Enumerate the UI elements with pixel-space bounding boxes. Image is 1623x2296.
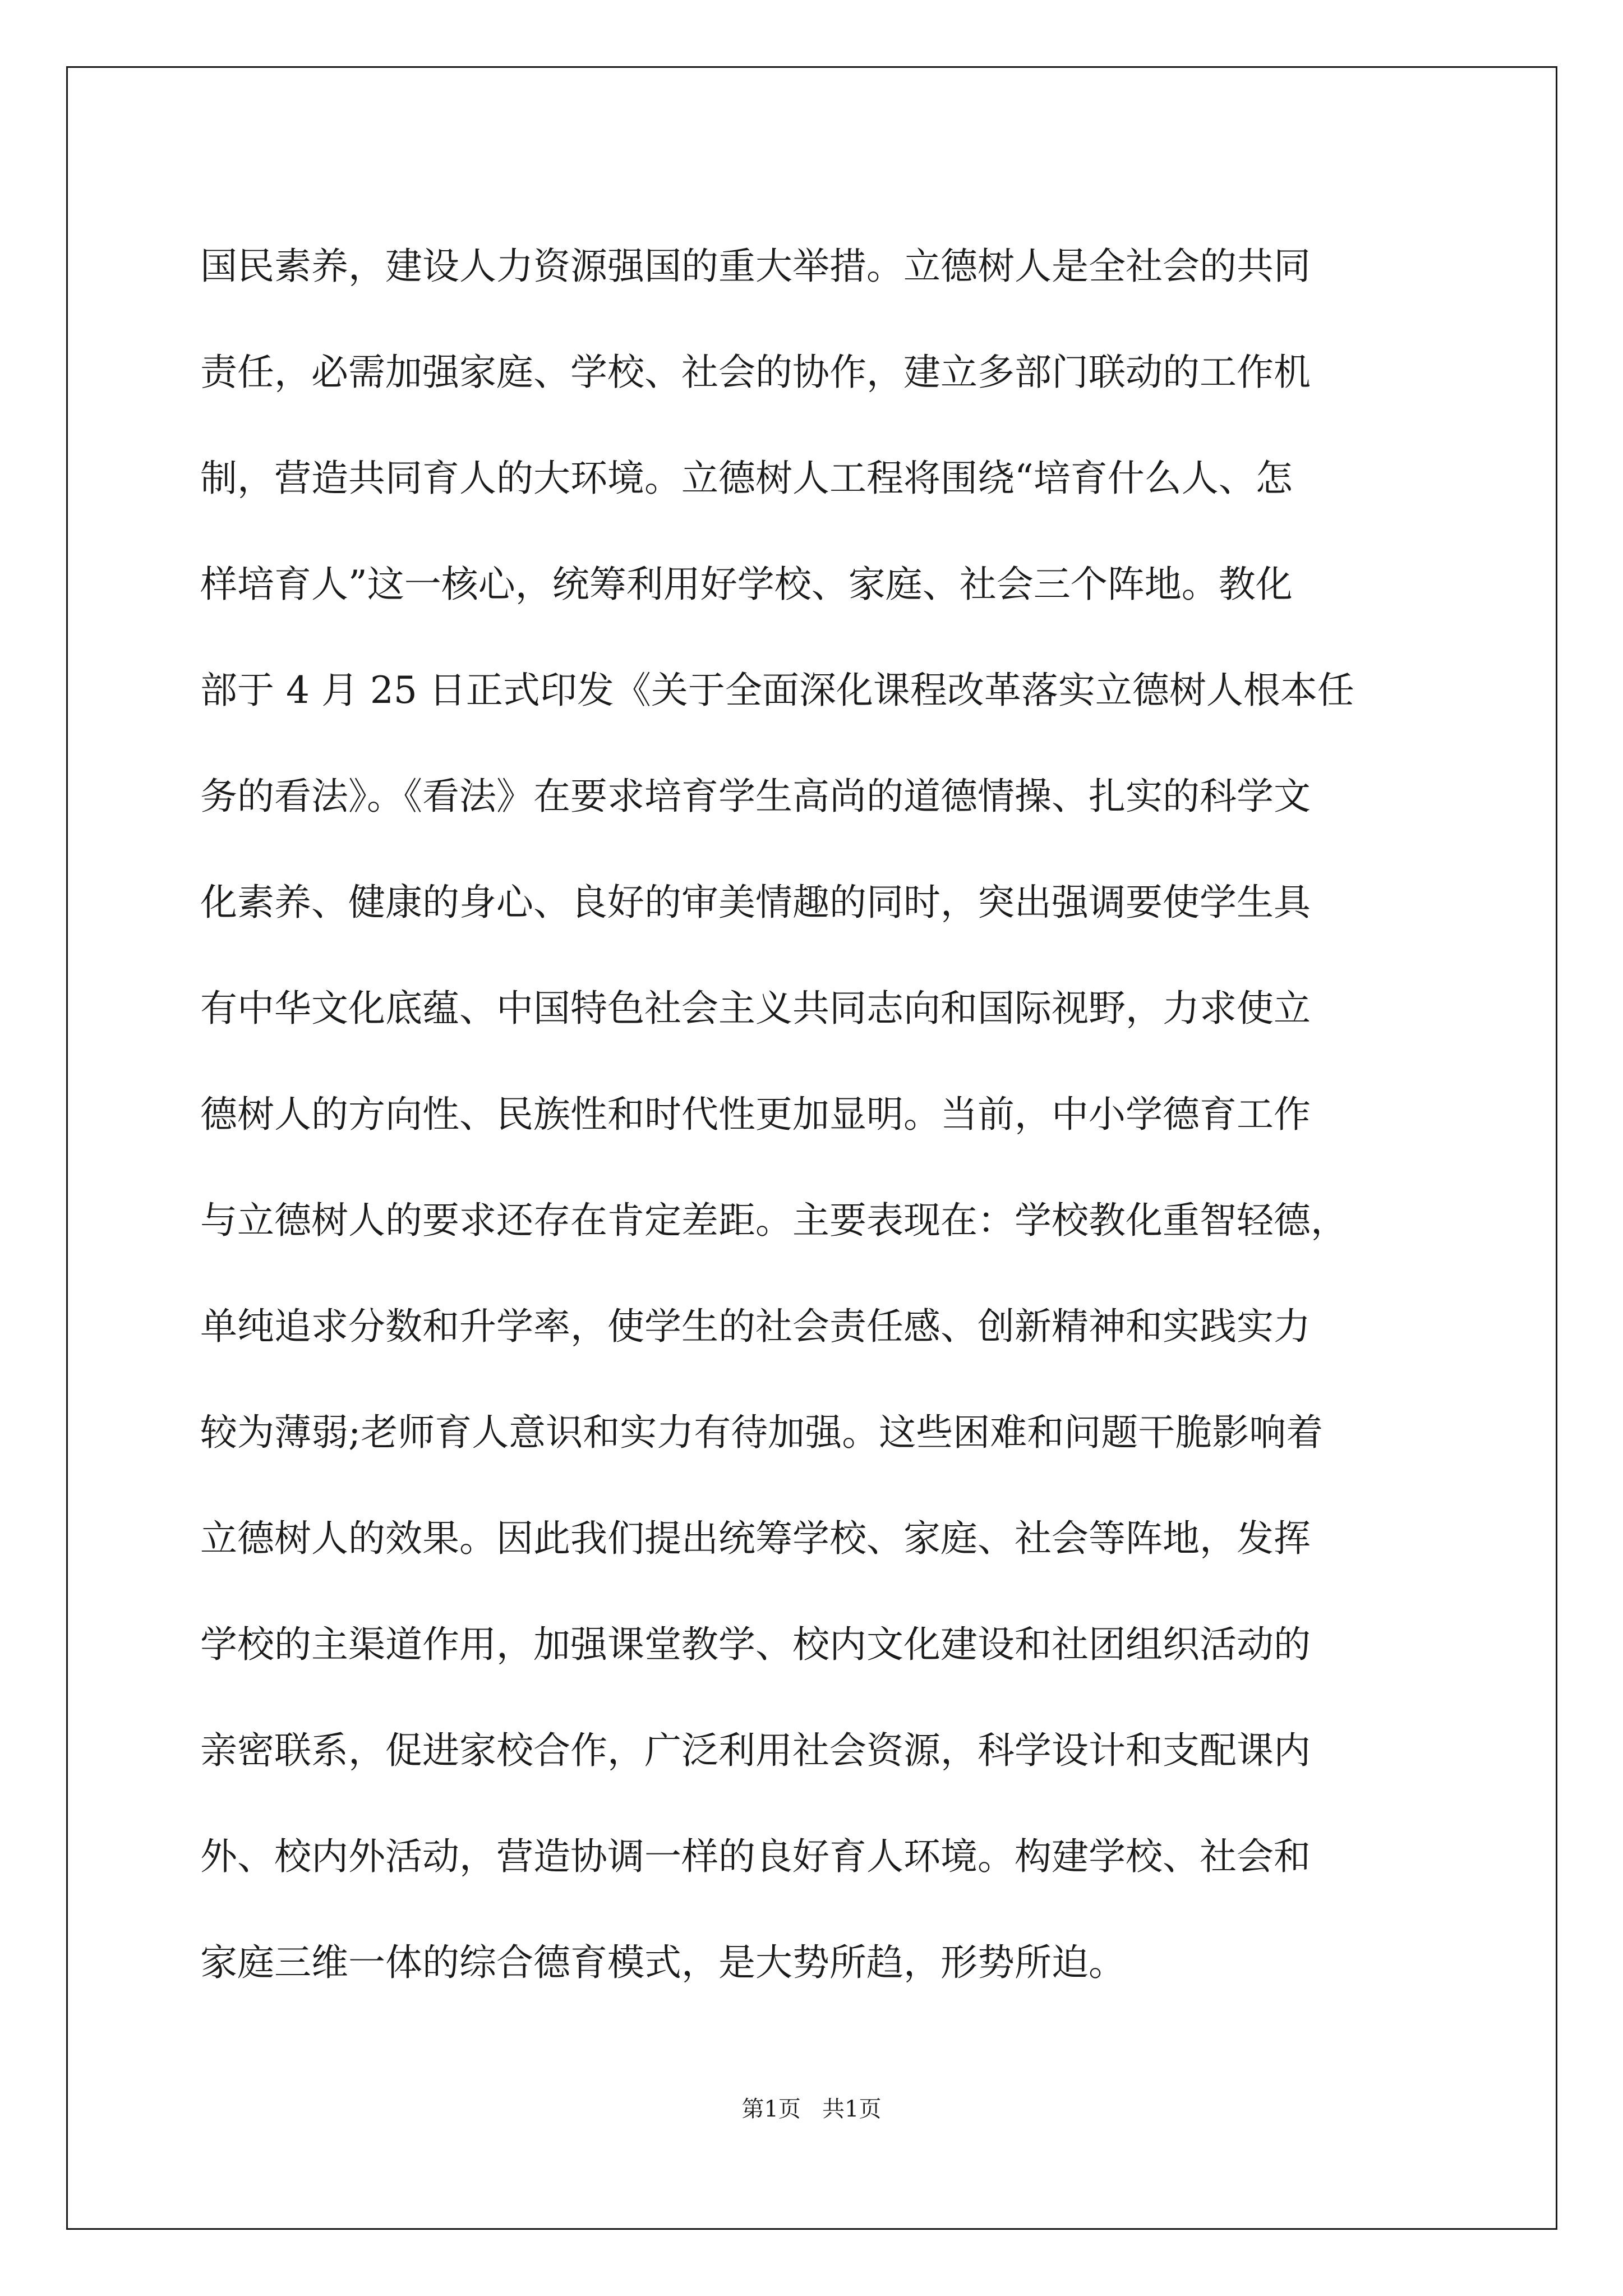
- paragraph-line: 有中华文化底蕴、中国特色社会主义共同志向和国际视野，力求使立: [200, 987, 1311, 1030]
- paragraph-line: 务的看法》。《看法》在要求培育学生高尚的道德情操、扎实的科学文: [200, 775, 1311, 818]
- paragraph-line: 学校的主渠道作用，加强课堂教学、校内文化建设和社团组织活动的: [200, 1623, 1311, 1666]
- paragraph-line: 国民素养，建设人力资源强国的重大举措。立德树人是全社会的共同: [200, 245, 1311, 288]
- paragraph-line: 较为薄弱;老师育人意识和实力有待加强。这些困难和问题干脆影响着: [200, 1411, 1324, 1454]
- paragraph-line: 责任，必需加强家庭、学校、社会的协作，建立多部门联动的工作机: [200, 351, 1311, 394]
- paragraph-line: 单纯追求分数和升学率，使学生的社会责任感、创新精神和实践实力: [200, 1305, 1311, 1348]
- page-number-footer: 第1页 共1页: [741, 2096, 882, 2122]
- paragraph-line: 与立德树人的要求还存在肯定差距。主要表现在：学校教化重智轻德，: [200, 1199, 1348, 1242]
- paragraph-line: 德树人的方向性、民族性和时代性更加显明。当前，中小学德育工作: [200, 1093, 1311, 1136]
- paragraph-line: 化素养、健康的身心、良好的审美情趣的同时，突出强调要使学生具: [200, 881, 1311, 924]
- paragraph-line: 亲密联系，促进家校合作，广泛利用社会资源，科学设计和支配课内: [200, 1729, 1311, 1772]
- paragraph-line: 制，营造共同育人的大环境。立德树人工程将围绕“培育什么人、怎: [200, 457, 1293, 500]
- paragraph-line: 立德树人的效果。因此我们提出统筹学校、家庭、社会等阵地，发挥: [200, 1517, 1311, 1560]
- paragraph-line: 家庭三维一体的综合德育模式，是大势所趋，形势所迫。: [200, 1941, 1126, 1984]
- document-body: [200, 213, 1451, 2016]
- paragraph-line: 外、校内外活动，营造协调一样的良好育人环境。构建学校、社会和: [200, 1835, 1311, 1878]
- paragraph-line: 样培育人”这一核心，统筹利用好学校、家庭、社会三个阵地。教化: [200, 563, 1293, 606]
- paragraph-line: 部于 4 月 25 日正式印发《关于全面深化课程改革落实立德树人根本任: [200, 669, 1354, 712]
